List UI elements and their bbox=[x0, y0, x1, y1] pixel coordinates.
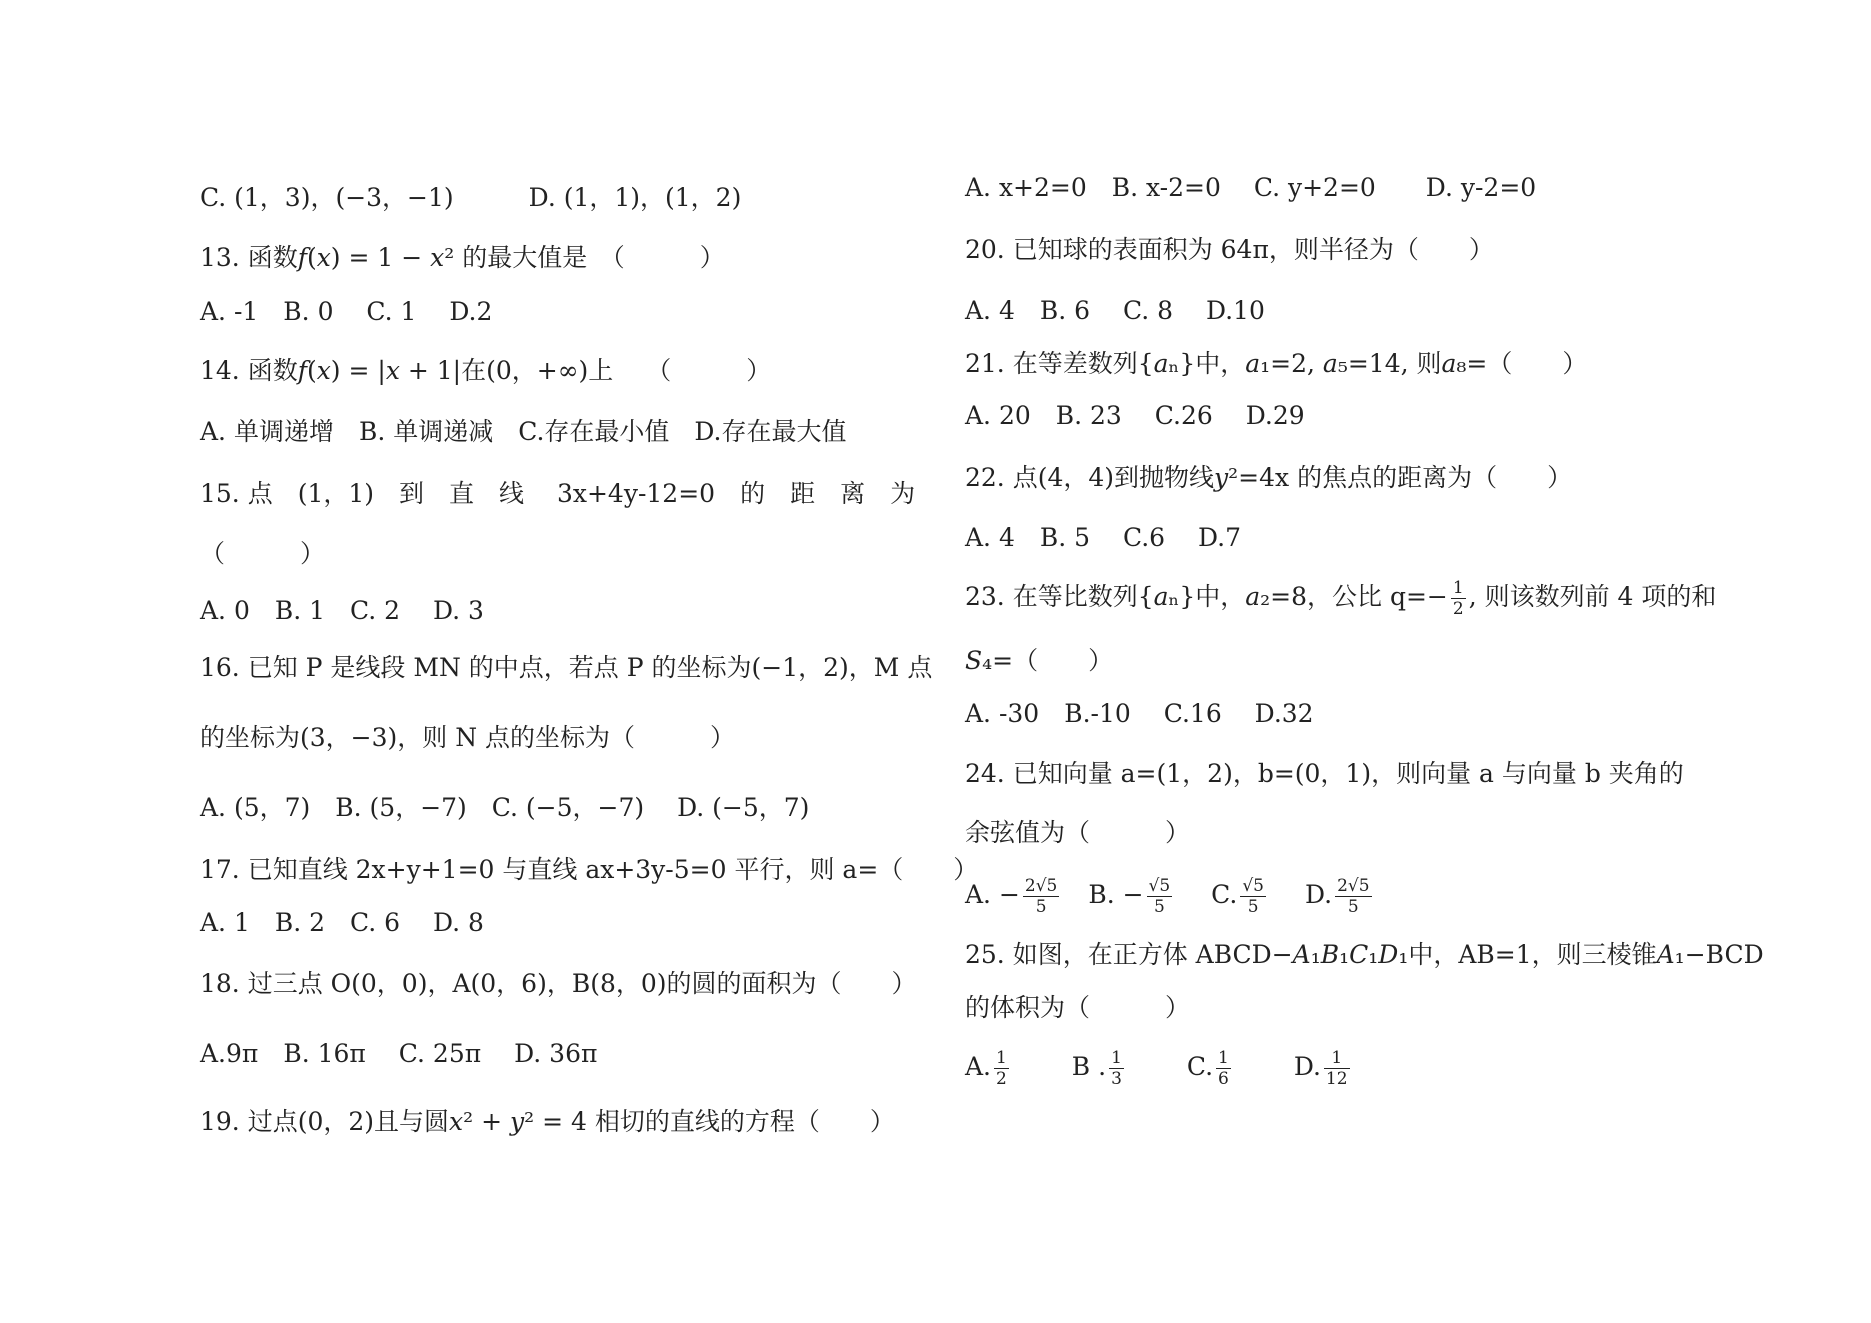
option-d bbox=[1305, 876, 1375, 917]
fraction-numerator: 1 bbox=[1111, 1048, 1122, 1068]
question-15-blank: （ ） bbox=[200, 539, 326, 568]
option-b bbox=[1072, 1048, 1127, 1089]
question-25: 25. 如图，在正方体 ABCD−𝐴₁𝐵₁𝐶₁𝐷₁中，AB=1，则三棱锥𝐴₁−BCD bbox=[965, 940, 1764, 969]
question-25-cont: 的体积为（ ） bbox=[965, 993, 1191, 1022]
option-fraction bbox=[1147, 876, 1173, 917]
question-15-options: A. 0 B. 1 C. 2 D. 3 bbox=[200, 596, 484, 625]
option-a bbox=[965, 876, 1062, 917]
option-label: A. − bbox=[965, 880, 1020, 909]
fraction-denominator: 5 bbox=[1247, 897, 1259, 917]
option-label: C. bbox=[1186, 1052, 1214, 1081]
option-label: A. bbox=[965, 1052, 992, 1081]
fraction-denominator: 2 bbox=[996, 1069, 1007, 1089]
question-21-options: A. 20 B. 23 C.26 D.29 bbox=[965, 401, 1305, 430]
option-label: D. bbox=[1293, 1052, 1321, 1081]
question-19: 19. 过点(0，2)且与圆𝑥² + 𝑦² = 4 相切的直线的方程（ ） bbox=[200, 1107, 895, 1136]
question-23 bbox=[965, 578, 1716, 619]
question-24: 24. 已知向量 a=(1，2)，b=(0，1)，则向量 a 与向量 b 夹角的 bbox=[965, 759, 1684, 788]
option-label: B. − bbox=[1088, 880, 1144, 909]
fraction-numerator: 2√5 bbox=[1337, 876, 1370, 896]
question-14-options: A. 单调递增 B. 单调递减 C.存在最小值 D.存在最大值 bbox=[200, 417, 847, 446]
question-23-sum: 𝑆₄=（ ） bbox=[965, 646, 1114, 675]
question-25-options bbox=[965, 1048, 1353, 1089]
fraction-denominator: 5 bbox=[1347, 897, 1359, 917]
question-18: 18. 过三点 O(0，0)，A(0，6)，B(8，0)的圆的面积为（ ） bbox=[200, 969, 917, 998]
option-fraction bbox=[1324, 1048, 1350, 1089]
question-17: 17. 已知直线 2x+y+1=0 与直线 ax+3y-5=0 平行，则 a=（ ） bbox=[200, 855, 979, 884]
question-20: 20. 已知球的表面积为 64π，则半径为（ ） bbox=[965, 235, 1494, 264]
fraction-one-half bbox=[1451, 578, 1466, 619]
option-fraction bbox=[1023, 876, 1059, 917]
question-13: 13. 函数𝑓(𝑥) = 1 − 𝑥² 的最大值是 （ ） bbox=[200, 243, 725, 272]
question-14: 14. 函数𝑓(𝑥) = |𝑥 + 1|在(0，+∞)上 （ ） bbox=[200, 356, 772, 385]
option-d bbox=[1294, 1048, 1353, 1089]
question-23-post: , 则该数列前 4 项的和 bbox=[1468, 582, 1717, 611]
question-17-options: A. 1 B. 2 C. 6 D. 8 bbox=[200, 908, 484, 937]
question-21: 21. 在等差数列{𝑎ₙ}中，𝑎₁=2, 𝑎₅=14, 则𝑎₈=（ ） bbox=[965, 349, 1588, 378]
question-13-options: A. -1 B. 0 C. 1 D.2 bbox=[200, 297, 493, 326]
fraction-numerator: 1 bbox=[1324, 1048, 1350, 1069]
question-15: 15. 点 (1，1) 到 直 线 3x+4y-12=0 的 距 离 为 bbox=[200, 479, 916, 508]
option-fraction bbox=[1335, 876, 1371, 917]
option-c bbox=[1211, 876, 1269, 917]
question-16: 16. 已知 P 是线段 MN 的中点，若点 P 的坐标为(−1，2)，M 点 bbox=[200, 653, 933, 682]
question-16-cont: 的坐标为(3，−3)，则 N 点的坐标为（ ） bbox=[200, 723, 736, 752]
fraction-numerator: 1 bbox=[996, 1048, 1007, 1068]
option-b bbox=[1088, 876, 1175, 917]
question-20-options: A. 4 B. 6 C. 8 D.10 bbox=[965, 296, 1265, 325]
option-fraction bbox=[994, 1048, 1009, 1089]
option-label: D. bbox=[1304, 880, 1333, 909]
question-22: 22. 点(4，4)到抛物线𝑦²=4x 的焦点的距离为（ ） bbox=[965, 463, 1573, 492]
option-label: C. bbox=[1211, 880, 1238, 909]
option-fraction bbox=[1216, 1048, 1231, 1089]
question-16-options: A. (5，7) B. (5，−7) C. (−5，−7) D. (−5，7) bbox=[200, 793, 810, 822]
fraction-denominator: 5 bbox=[1153, 897, 1165, 917]
fraction-numerator: 2√5 bbox=[1024, 876, 1058, 896]
question-18-options: A.9π B. 16π C. 25π D. 36π bbox=[200, 1039, 598, 1068]
question-23-options: A. -30 B.-10 C.16 D.32 bbox=[965, 699, 1314, 728]
option-label: B . bbox=[1071, 1052, 1107, 1081]
fraction-denominator: 2 bbox=[1452, 599, 1464, 619]
fraction-numerator: √5 bbox=[1242, 876, 1264, 896]
fraction-numerator: √5 bbox=[1148, 876, 1171, 896]
fraction-denominator: 3 bbox=[1111, 1069, 1122, 1089]
question-24-cont: 余弦值为（ ） bbox=[965, 818, 1191, 847]
option-fraction bbox=[1109, 1048, 1124, 1089]
option-a bbox=[965, 1048, 1012, 1089]
question-24-options bbox=[965, 876, 1375, 917]
option-fraction bbox=[1240, 876, 1266, 917]
option-c bbox=[1187, 1048, 1234, 1089]
question-23-pre: 23. 在等比数列{𝑎ₙ}中，𝑎₂=8，公比 q=− bbox=[965, 582, 1448, 611]
fraction-denominator: 5 bbox=[1035, 897, 1047, 917]
fraction-denominator: 6 bbox=[1218, 1069, 1229, 1089]
fraction-denominator: 12 bbox=[1325, 1069, 1348, 1089]
q12-options-cd: C. (1，3)，(−3，−1) D. (1，1)，(1，2) bbox=[200, 183, 742, 212]
question-19-options: A. x+2=0 B. x-2=0 C. y+2=0 D. y-2=0 bbox=[965, 173, 1537, 202]
question-22-options: A. 4 B. 5 C.6 D.7 bbox=[965, 523, 1242, 552]
fraction-numerator: 1 bbox=[1452, 578, 1464, 598]
fraction-numerator: 1 bbox=[1218, 1048, 1229, 1068]
